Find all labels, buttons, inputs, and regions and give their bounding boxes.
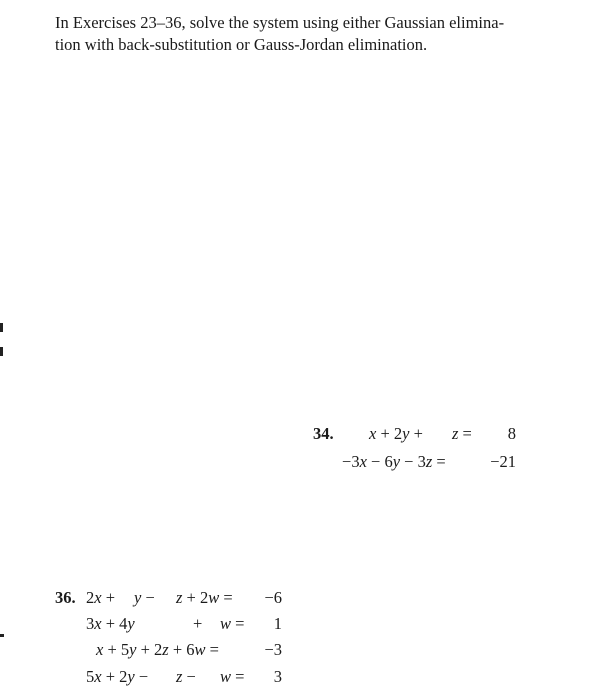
- eq36-1-rhs: −6: [264, 588, 282, 607]
- eq36-1-x: 2x +: [86, 588, 116, 607]
- exercise-34-number: 34.: [313, 424, 334, 443]
- eq36-3-rhs: −3: [264, 640, 282, 659]
- instructions: [55, 12, 575, 56]
- eq36-1-zw: z + 2w =: [176, 588, 233, 607]
- eq36-2-rhs: 1: [273, 614, 282, 633]
- eq36-1-y: y −: [134, 588, 155, 607]
- margin-mark-1: [0, 323, 3, 332]
- eq36-4-w: w =: [220, 667, 245, 686]
- eq34-1-rhs: 8: [507, 424, 516, 443]
- exercise-36-number: 36.: [55, 588, 76, 607]
- eq36-2-xy: 3x + 4y: [86, 614, 135, 633]
- instructions-line-1: In Exercises 23–36, solve the system using either Gaussian elimina-: [55, 13, 505, 32]
- eq36-2-w: w =: [220, 614, 245, 633]
- eq36-2-plus: +: [193, 614, 203, 633]
- instructions-line-2: tion with back-substitution or Gauss-Jordan elimination.: [55, 35, 428, 54]
- eq34-1-left: x + 2y +: [369, 424, 423, 443]
- margin-mark-2: [0, 347, 3, 356]
- margin-mark-3: [0, 634, 4, 637]
- eq36-4-rhs: 3: [273, 667, 282, 686]
- eq36-3-left: x + 5y + 2z + 6w =: [96, 640, 219, 659]
- eq34-2-left: −3x − 6y − 3z =: [342, 452, 446, 471]
- eq34-2-rhs: −21: [490, 452, 516, 471]
- eq36-4-z: z −: [176, 667, 196, 686]
- eq34-1-z: z =: [452, 424, 472, 443]
- eq36-4-xy: 5x + 2y −: [86, 667, 149, 686]
